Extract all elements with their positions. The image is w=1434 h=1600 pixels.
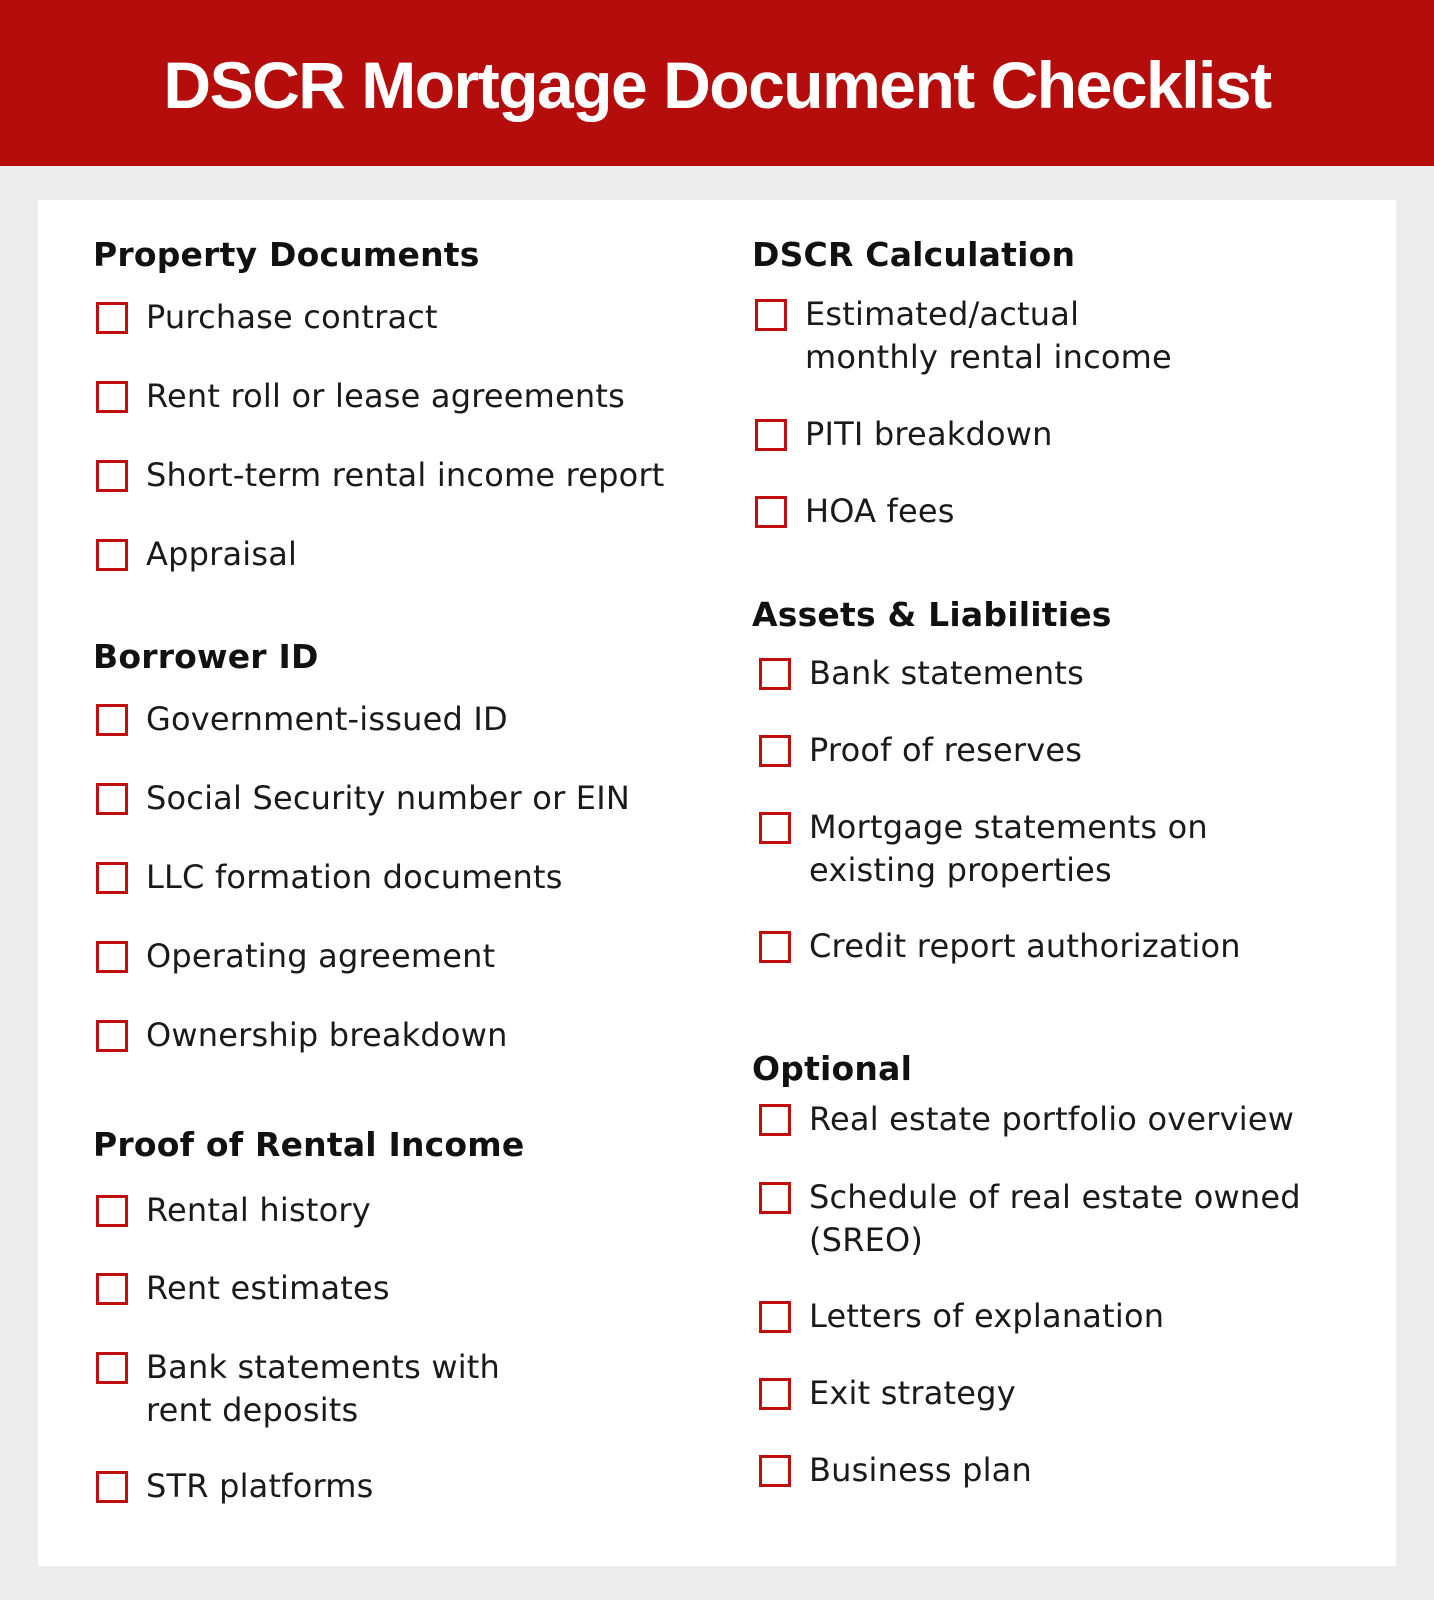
checklist-item[interactable] (756, 729, 1336, 772)
checklist-item[interactable] (93, 935, 693, 978)
section-heading: Proof of Rental Income (93, 1125, 525, 1164)
checklist-item[interactable] (93, 1465, 693, 1508)
item-label: LLC formation documents (146, 858, 563, 896)
checkbox[interactable] (96, 704, 128, 736)
header-banner (0, 0, 1434, 166)
item-label: Business plan (809, 1451, 1032, 1489)
checklist-item[interactable] (756, 652, 1336, 695)
item-label: Appraisal (146, 535, 298, 573)
checkbox[interactable] (96, 1273, 128, 1305)
checkbox[interactable] (759, 1378, 791, 1410)
checklist-item[interactable] (93, 777, 693, 820)
item-label: Purchase contract (146, 298, 438, 336)
section-heading: DSCR Calculation (752, 235, 1076, 274)
checkbox[interactable] (759, 735, 791, 767)
item-label: STR platforms (146, 1467, 374, 1505)
page-title: DSCR Mortgage Document Checklist (163, 48, 1271, 122)
checkbox[interactable] (755, 496, 787, 528)
checkbox[interactable] (759, 658, 791, 690)
checklist-item[interactable] (756, 1372, 1336, 1415)
item-label: Short-term rental income report (146, 456, 665, 494)
checkbox[interactable] (96, 539, 128, 571)
section-proof-of-rental-income (93, 1125, 693, 1505)
section-heading: Assets & Liabilities (752, 595, 1112, 634)
checklist-item[interactable] (93, 533, 693, 576)
checkbox[interactable] (759, 1104, 791, 1136)
checkbox[interactable] (96, 460, 128, 492)
item-label: Credit report authorization (809, 927, 1241, 965)
item-label: Bank statements with rent deposits (146, 1348, 501, 1429)
checkbox[interactable] (755, 419, 787, 451)
checklist-item[interactable] (756, 1449, 1336, 1492)
checklist-item[interactable] (752, 413, 1312, 456)
item-label: Rent roll or lease agreements (146, 377, 626, 415)
checklist-item[interactable] (93, 454, 713, 497)
checkbox[interactable] (96, 941, 128, 973)
section-property-documents (93, 235, 693, 573)
checklist-item[interactable] (756, 806, 1216, 892)
checkbox[interactable] (96, 302, 128, 334)
checkbox[interactable] (759, 1182, 791, 1214)
checklist-item[interactable] (93, 1346, 563, 1432)
checkbox[interactable] (755, 299, 787, 331)
checklist-card (38, 200, 1396, 1566)
checklist-item[interactable] (756, 1295, 1336, 1338)
item-label: Proof of reserves (809, 731, 1083, 769)
item-label: Ownership breakdown (146, 1016, 508, 1054)
checklist-item[interactable] (756, 1098, 1336, 1141)
item-label: Exit strategy (809, 1374, 1016, 1412)
item-label: Letters of explanation (809, 1297, 1165, 1335)
item-label: Rental history (146, 1191, 371, 1229)
section-optional (752, 1049, 1332, 1489)
item-label: Government-issued ID (146, 700, 508, 738)
section-borrower-id (93, 637, 693, 1054)
section-heading: Property Documents (93, 235, 480, 274)
checkbox[interactable] (96, 1195, 128, 1227)
checkbox[interactable] (759, 812, 791, 844)
checklist-item[interactable] (93, 856, 693, 899)
checklist-item[interactable] (756, 925, 1336, 968)
checklist-item[interactable] (752, 490, 1312, 533)
item-label: Rent estimates (146, 1269, 390, 1307)
item-label: Schedule of real estate owned (SREO) (809, 1178, 1301, 1259)
item-label: HOA fees (805, 492, 955, 530)
checkbox[interactable] (96, 1020, 128, 1052)
checklist-item[interactable] (93, 1014, 693, 1057)
checkbox[interactable] (96, 1471, 128, 1503)
item-label: Bank statements (809, 654, 1084, 692)
checkbox[interactable] (759, 1301, 791, 1333)
checkbox[interactable] (96, 381, 128, 413)
section-heading: Borrower ID (93, 637, 319, 676)
item-label: Mortgage statements on existing properties (809, 808, 1208, 889)
checklist-item[interactable] (93, 1267, 693, 1310)
item-label: Operating agreement (146, 937, 496, 975)
checkbox[interactable] (759, 1455, 791, 1487)
checkbox[interactable] (96, 862, 128, 894)
checklist-item[interactable] (93, 296, 693, 339)
item-label: PITI breakdown (805, 415, 1053, 453)
checklist-item[interactable] (93, 698, 693, 741)
item-label: Estimated/actual monthly rental income (805, 295, 1172, 376)
section-heading: Optional (752, 1049, 913, 1088)
checkbox[interactable] (759, 931, 791, 963)
checklist-item[interactable] (93, 1189, 693, 1232)
checkbox[interactable] (96, 783, 128, 815)
item-label: Real estate portfolio overview (809, 1100, 1295, 1138)
checklist-item[interactable] (93, 375, 693, 418)
section-assets-liabilities (752, 595, 1332, 965)
item-label: Social Security number or EIN (146, 779, 630, 817)
checklist-item[interactable] (756, 1176, 1316, 1262)
section-dscr-calculation (752, 235, 1312, 530)
checklist-item[interactable] (752, 293, 1212, 379)
checkbox[interactable] (96, 1352, 128, 1384)
